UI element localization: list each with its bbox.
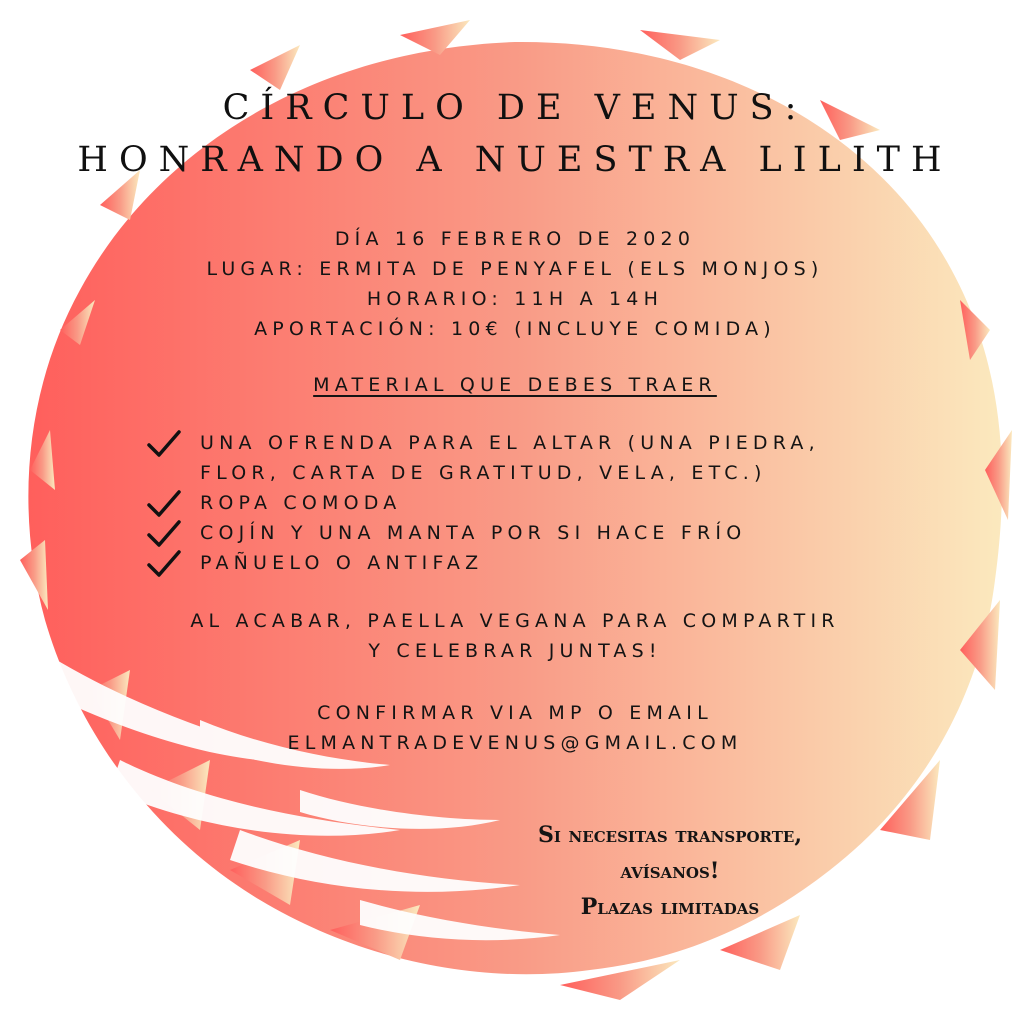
- material-item-label: FLOR, CARTA DE GRATITUD, VELA, ETC.): [200, 462, 767, 484]
- event-place: LUGAR: ERMITA DE PENYAFEL (ELS MONJOS): [206, 258, 824, 280]
- material-item-label: UNA OFRENDA PARA EL ALTAR (UNA PIEDRA,: [200, 432, 820, 454]
- materials-heading: MATERIAL QUE DEBES TRAER: [313, 374, 717, 396]
- check-icon: [146, 518, 182, 550]
- check-icon: [146, 488, 182, 520]
- material-item-label: PAÑUELO O ANTIFAZ: [200, 552, 484, 574]
- closing-line-2: Y CELEBRAR JUNTAS!: [368, 640, 662, 662]
- title-line-1: CÍRCULO DE VENUS:: [222, 88, 808, 128]
- title-line-2: HONRANDO A NUESTRA LILITH: [77, 140, 953, 180]
- event-date: DÍA 16 FEBRERO DE 2020: [334, 228, 696, 250]
- closing-line-1: AL ACABAR, PAELLA VEGANA PARA COMPARTIR: [190, 610, 840, 632]
- material-item-label: COJÍN Y UNA MANTA POR SI HACE FRÍO: [200, 522, 747, 544]
- contact-line: CONFIRMAR VIA MP O EMAIL: [317, 702, 713, 724]
- transport-note-line-3: Plazas limitadas: [580, 894, 760, 920]
- transport-note-line-2: avísanos!: [620, 858, 720, 884]
- material-item-label: ROPA COMODA: [200, 492, 402, 514]
- event-contribution: APORTACIÓN: 10€ (INCLUYE COMIDA): [254, 318, 776, 340]
- event-schedule: HORARIO: 11H A 14H: [366, 288, 664, 310]
- check-icon: [146, 548, 182, 580]
- contact-email: ELMANTRADEVENUS@GMAIL.COM: [287, 732, 743, 754]
- check-icon: [146, 428, 182, 460]
- transport-note-line-1: Si necesitas transporte,: [537, 822, 802, 848]
